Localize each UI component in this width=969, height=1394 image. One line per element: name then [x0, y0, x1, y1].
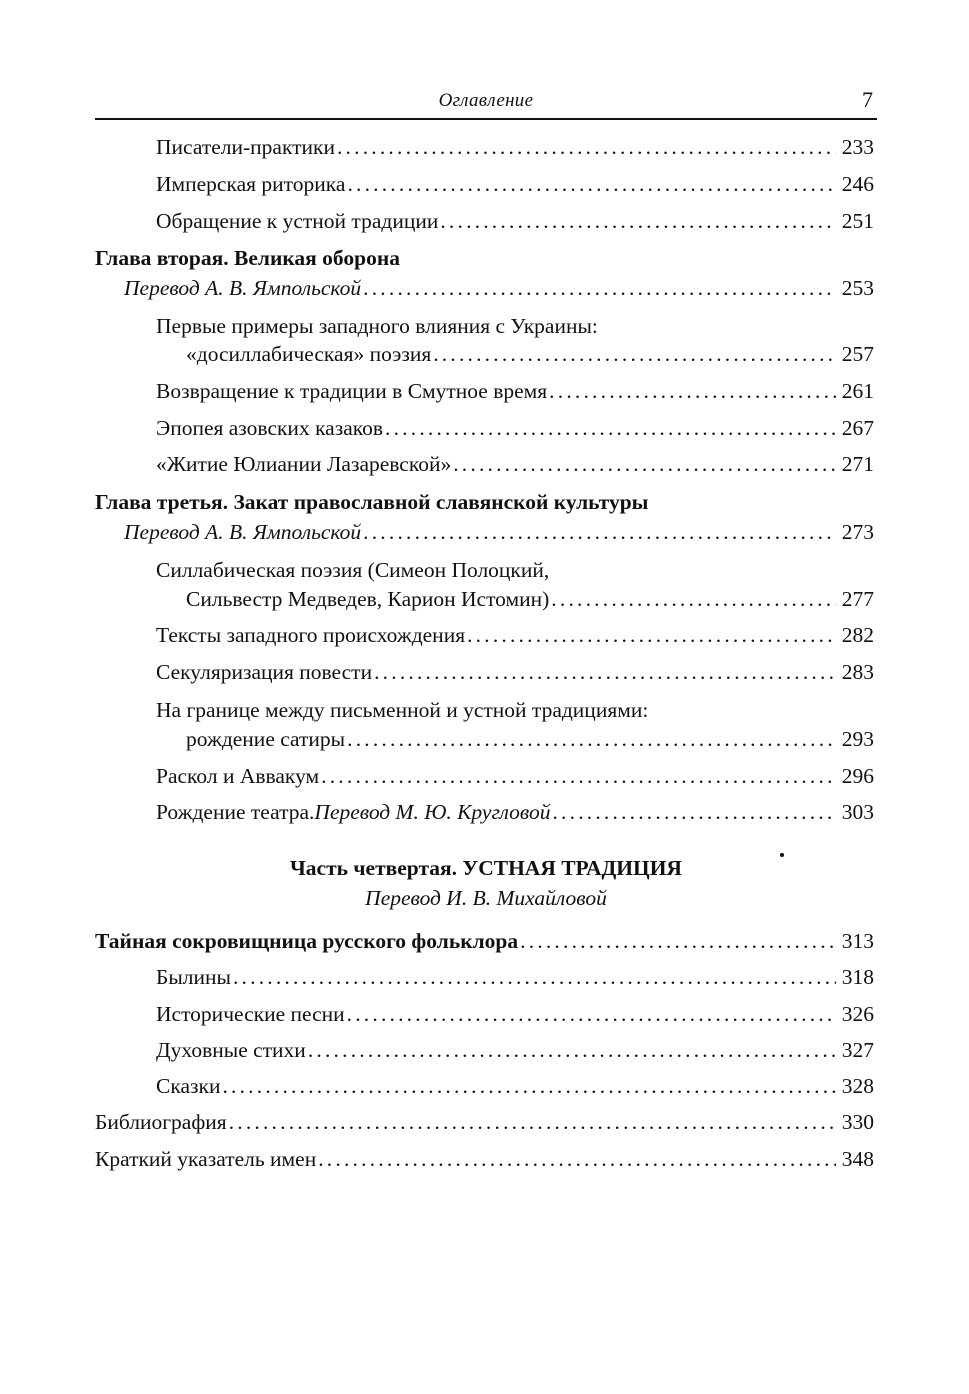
- print-speck: [780, 853, 784, 857]
- toc-entry[interactable]: [156, 170, 874, 198]
- part-heading[interactable]: Часть четвертая. УСТНАЯ ТРАДИЦИЯ: [290, 856, 682, 880]
- toc-entry[interactable]: [156, 1036, 874, 1064]
- entry-page: 348: [841, 1147, 874, 1171]
- entry-title: Сказки: [156, 1074, 221, 1098]
- toc-entry[interactable]: [156, 1000, 874, 1028]
- leader-dots: [431, 340, 836, 368]
- leader-dots: [306, 1036, 836, 1064]
- entry-page: 282: [841, 623, 874, 647]
- entry-translator: Перевод А. В. Ямпольской: [124, 520, 362, 544]
- toc-entry[interactable]: [156, 133, 874, 161]
- entry-page: 233: [841, 135, 874, 159]
- toc-entry[interactable]: [124, 274, 874, 302]
- entry-page: 261: [841, 379, 874, 403]
- entry-title: Краткий указатель имен: [95, 1147, 317, 1171]
- leader-dots: [231, 963, 836, 991]
- leader-dots: [518, 927, 836, 955]
- entry-title: «Житие Юлиании Лазаревской»: [156, 452, 452, 476]
- toc-entry[interactable]: [156, 621, 874, 649]
- leader-dots: [335, 133, 836, 161]
- leader-dots: [319, 762, 836, 790]
- leader-dots: [372, 658, 836, 686]
- entry-translator: Перевод М. Ю. Кругловой: [314, 800, 551, 824]
- entry-page: 271: [841, 452, 874, 476]
- entry-title: Тексты западного происхождения: [156, 623, 466, 647]
- chapter-heading[interactable]: Глава вторая. Великая оборона: [95, 246, 400, 270]
- leader-dots: [316, 1145, 836, 1173]
- header-title: Оглавление: [438, 90, 534, 111]
- entry-page: 246: [841, 172, 874, 196]
- leader-dots: [438, 207, 836, 235]
- entry-title-line1[interactable]: На границе между письменной и устной традициями:: [156, 698, 649, 722]
- entry-page: 327: [841, 1038, 874, 1062]
- entry-title: Имперская риторика: [156, 172, 346, 196]
- leader-dots: [383, 414, 836, 442]
- leader-dots: [549, 585, 836, 613]
- leader-dots: [227, 1108, 836, 1136]
- entry-title: Библиография: [95, 1110, 227, 1134]
- entry-title: рождение сатиры: [186, 727, 346, 751]
- entry-title-line1[interactable]: Силлабическая поэзия (Симеон Полоцкий,: [156, 558, 550, 582]
- entry-page: 328: [841, 1074, 874, 1098]
- page-number: 7: [862, 87, 873, 112]
- toc-entry[interactable]: [156, 207, 874, 235]
- entry-title: «досиллабическая» поэзия: [186, 342, 432, 366]
- entry-title: Исторические песни: [156, 1002, 345, 1026]
- entry-page: 303: [841, 800, 874, 824]
- entry-page: 283: [841, 660, 874, 684]
- toc-entry[interactable]: [156, 1072, 874, 1100]
- entry-page: 257: [841, 342, 874, 366]
- entry-title: Секуляризация повести: [156, 660, 373, 684]
- toc-entry[interactable]: [156, 762, 874, 790]
- toc-entry[interactable]: [186, 585, 874, 613]
- leader-dots: [220, 1072, 836, 1100]
- toc-entry[interactable]: [95, 1145, 874, 1173]
- toc-entry[interactable]: [124, 518, 874, 546]
- chapter-heading[interactable]: Глава третья. Закат православной славянской культуры: [95, 490, 649, 514]
- entry-title: Писатели-практики: [156, 135, 335, 159]
- entry-page: 293: [841, 727, 874, 751]
- entry-page: 253: [841, 276, 874, 300]
- toc-entry[interactable]: [156, 450, 874, 478]
- entry-page: 267: [841, 416, 874, 440]
- entry-title: Эпопея азовских казаков: [156, 416, 384, 440]
- leader-dots: [550, 798, 836, 826]
- part-translator: Перевод И. В. Михайловой: [365, 886, 607, 910]
- entry-page: 251: [841, 209, 874, 233]
- leader-dots: [345, 1000, 836, 1028]
- entry-title: Возвращение к традиции в Смутное время: [156, 379, 548, 403]
- entry-page: 296: [841, 764, 874, 788]
- entry-page: 326: [841, 1002, 874, 1026]
- toc-entry[interactable]: [95, 1108, 874, 1136]
- toc-entry[interactable]: [156, 377, 874, 405]
- entry-title: Обращение к устной традиции: [156, 209, 439, 233]
- leader-dots: [547, 377, 836, 405]
- leader-dots: [451, 450, 836, 478]
- entry-title: Былины: [156, 965, 231, 989]
- entry-title: Раскол и Аввакум: [156, 764, 320, 788]
- toc-entry[interactable]: [156, 658, 874, 686]
- entry-title: Рождение театра.: [156, 800, 315, 824]
- toc-entry[interactable]: [186, 340, 874, 368]
- entry-page: 313: [841, 929, 874, 953]
- toc-entry[interactable]: [186, 725, 874, 753]
- leader-dots: [361, 274, 836, 302]
- entry-page: 277: [841, 587, 874, 611]
- entry-title: Сильвестр Медведев, Карион Истомин): [186, 587, 550, 611]
- entry-translator: Перевод А. В. Ямпольской: [124, 276, 362, 300]
- entry-title-line1[interactable]: Первые примеры западного влияния с Украины:: [156, 314, 598, 338]
- leader-dots: [465, 621, 836, 649]
- running-header: [95, 86, 877, 120]
- entry-title: Духовные стихи: [156, 1038, 306, 1062]
- entry-page: 318: [841, 965, 874, 989]
- entry-page: 273: [841, 520, 874, 544]
- toc-entry[interactable]: [156, 414, 874, 442]
- leader-dots: [345, 170, 836, 198]
- toc-entry[interactable]: [156, 798, 874, 826]
- toc-entry[interactable]: [95, 927, 874, 955]
- entry-page: 330: [841, 1110, 874, 1134]
- toc-entry[interactable]: [156, 963, 874, 991]
- entry-title: Тайная сокровищница русского фольклора: [95, 929, 519, 953]
- leader-dots: [345, 725, 836, 753]
- leader-dots: [361, 518, 836, 546]
